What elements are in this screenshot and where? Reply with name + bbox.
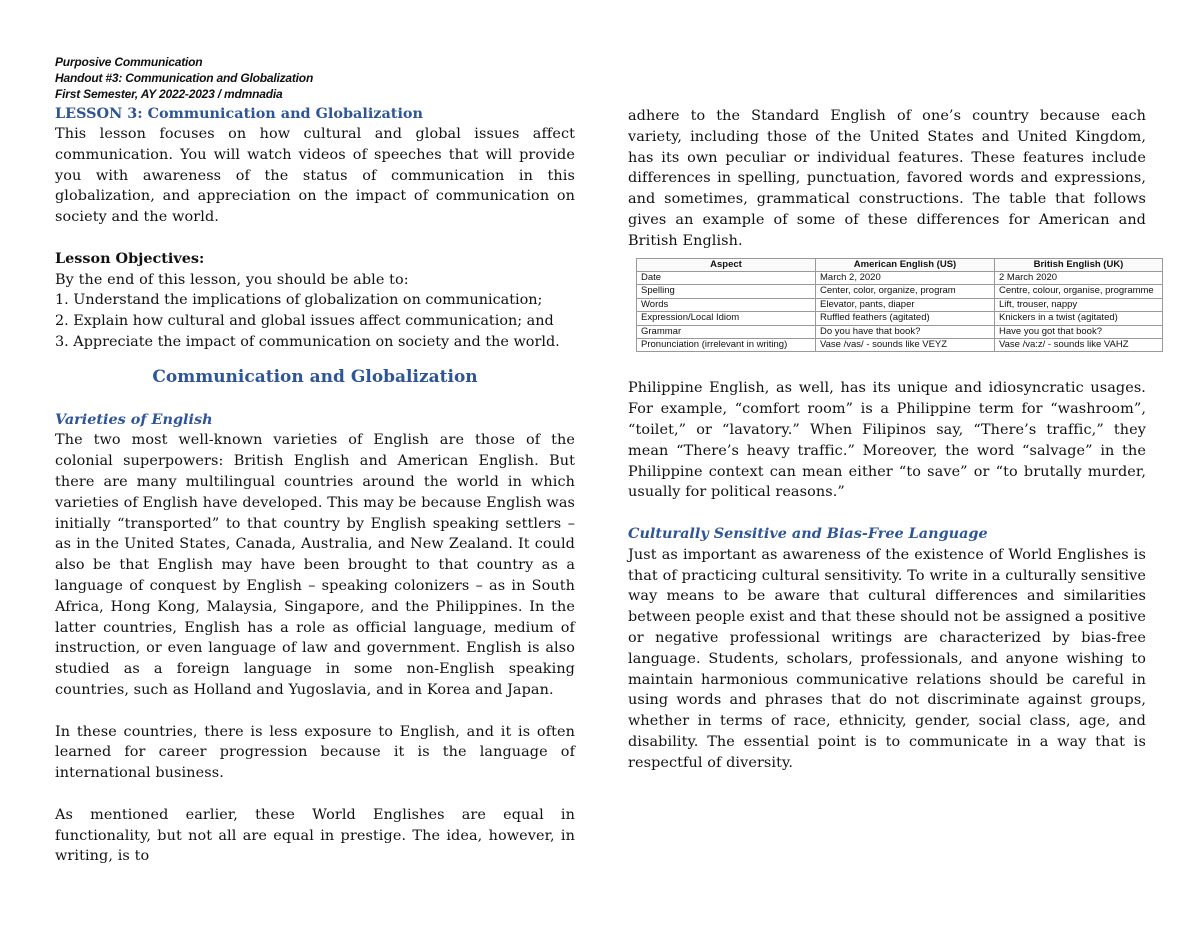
varieties-paragraph-3: As mentioned earlier, these World Englishes are equal in functionality, but not all are equal in prestige. The idea, however, in writing, is to bbox=[55, 806, 575, 865]
table-row bbox=[637, 285, 1163, 298]
table-cell: Knickers in a twist (agitated) bbox=[995, 312, 1163, 325]
table-row bbox=[637, 312, 1163, 325]
left-column bbox=[55, 104, 575, 867]
objectives-list bbox=[55, 290, 575, 352]
lesson-title: LESSON 3: Communication and Globalization bbox=[55, 105, 423, 122]
objectives-lead: By the end of this lesson, you should be able to: bbox=[55, 271, 409, 288]
table-header-row bbox=[637, 258, 1163, 271]
intro-paragraph: This lesson focuses on how cultural and global issues affect communication. You will watch videos of speeches that will provide you with awareness of the status of communication in this globalization, and appreciation on the impact of communication on society and the world. bbox=[55, 126, 575, 226]
varieties-paragraph-2: In these countries, there is less exposure to English, and it is often learned for career progression because it is the language of international business. bbox=[55, 723, 575, 782]
table-cell: Lift, trouser, nappy bbox=[995, 298, 1163, 311]
table-row bbox=[637, 339, 1163, 352]
standard-english-paragraph: adhere to the Standard English of one’s country because each variety, including those of the United States and United Kingdom, has its own peculiar or individual features. These features include differences in spelling, punctuation, favored words and expressions, and sometimes, grammatical constructions. The table that follows gives an example of some of these differences for American and British English. bbox=[628, 108, 1146, 249]
table-row bbox=[637, 298, 1163, 311]
right-column bbox=[628, 106, 1154, 774]
objective-item: 2. Explain how cultural and global issues affect communication; and bbox=[55, 313, 554, 330]
objectives-heading: Lesson Objectives: bbox=[55, 249, 205, 267]
semester-line: First Semester, AY 2022-2023 / mdmnadia bbox=[55, 87, 283, 101]
varieties-heading: Varieties of English bbox=[55, 410, 213, 428]
table-row bbox=[637, 325, 1163, 338]
table-cell: Elevator, pants, diaper bbox=[816, 298, 995, 311]
table-cell: Vase /va:z/ - sounds like VAHZ bbox=[995, 339, 1163, 352]
table-cell: Date bbox=[637, 271, 816, 284]
table-cell: March 2, 2020 bbox=[816, 271, 995, 284]
course-title: Purposive Communication bbox=[55, 55, 203, 69]
table-cell: Have you got that book? bbox=[995, 325, 1163, 338]
table-cell: Centre, colour, organise, programme bbox=[995, 285, 1163, 298]
objective-item: 3. Appreciate the impact of communication on society and the world. bbox=[55, 333, 560, 350]
sensitive-language-paragraph: Just as important as awareness of the existence of World Englishes is that of practicing cultural sensitivity. To write in a culturally sensitive way means to be aware that cultural differences and similarities between people exist and that these should not be assigned a positive or negative professional writings are characterized by bias-free language. Students, scholars, professionals, and anyone wishing to maintain harmonious communicative relations should be careful in using words and phrases that do not discriminate against groups, whether in terms of race, ethnicity, gender, social class, age, and disability. The essential point is to communicate in a way that is respectful of diversity. bbox=[628, 546, 1146, 771]
section-title: Communication and Globalization bbox=[152, 366, 478, 387]
table-cell: Spelling bbox=[637, 285, 816, 298]
table-cell: Words bbox=[637, 298, 816, 311]
table-header-cell: Aspect bbox=[637, 258, 816, 271]
table-cell: Ruffled feathers (agitated) bbox=[816, 312, 995, 325]
philippine-english-paragraph: Philippine English, as well, has its unique and idiosyncratic usages. For example, “comfort room” is a Philippine term for “washroom”, “toilet,” or “lavatory.” When Filipinos say, “There’s traffic,” they mean “There’s heavy traffic.” Moreover, the word “salvage” in the Philippine context can mean either “to save” or “to brutally murder, usually for political reasons.” bbox=[628, 380, 1146, 501]
table-cell: Center, color, organize, program bbox=[816, 285, 995, 298]
handout-title: Handout #3: Communication and Globalization bbox=[55, 71, 314, 85]
table-cell: Vase /vas/ - sounds like VEYZ bbox=[816, 339, 995, 352]
table-header-cell: British English (UK) bbox=[995, 258, 1163, 271]
table-cell: 2 March 2020 bbox=[995, 271, 1163, 284]
table-header-cell: American English (US) bbox=[816, 258, 995, 271]
document-header bbox=[55, 54, 313, 102]
table-cell: Pronunciation (irrelevant in writing) bbox=[637, 339, 816, 352]
objective-item: 1. Understand the implications of globalization on communication; bbox=[55, 292, 543, 309]
table-cell: Grammar bbox=[637, 325, 816, 338]
table-cell: Do you have that book? bbox=[816, 325, 995, 338]
sensitive-language-heading: Culturally Sensitive and Bias-Free Language bbox=[628, 525, 988, 542]
varieties-paragraph-1: The two most well-known varieties of English are those of the colonial superpowers: British English and American English. But there are many multilingual countries around the world in which varieties of English have developed. This may be because English was initially “transported” to that country by English speaking settlers – as in the United States, Canada, Australia, and New Zealand. It could also be that English may have been brought to that country as a language of conquest by English – speaking colonizers – as in South Africa, Hong Kong, Malaysia, Singapore, and the Philippines. In the latter countries, English has a role as official language, medium of instruction, or even language of law and government. English is also studied as a foreign language in some non-English speaking countries, such as Holland and Yugoslavia, and in Korea and Japan. bbox=[55, 432, 575, 698]
english-comparison-table bbox=[636, 258, 1163, 353]
table-row bbox=[637, 271, 1163, 284]
table-cell: Expression/Local Idiom bbox=[637, 312, 816, 325]
